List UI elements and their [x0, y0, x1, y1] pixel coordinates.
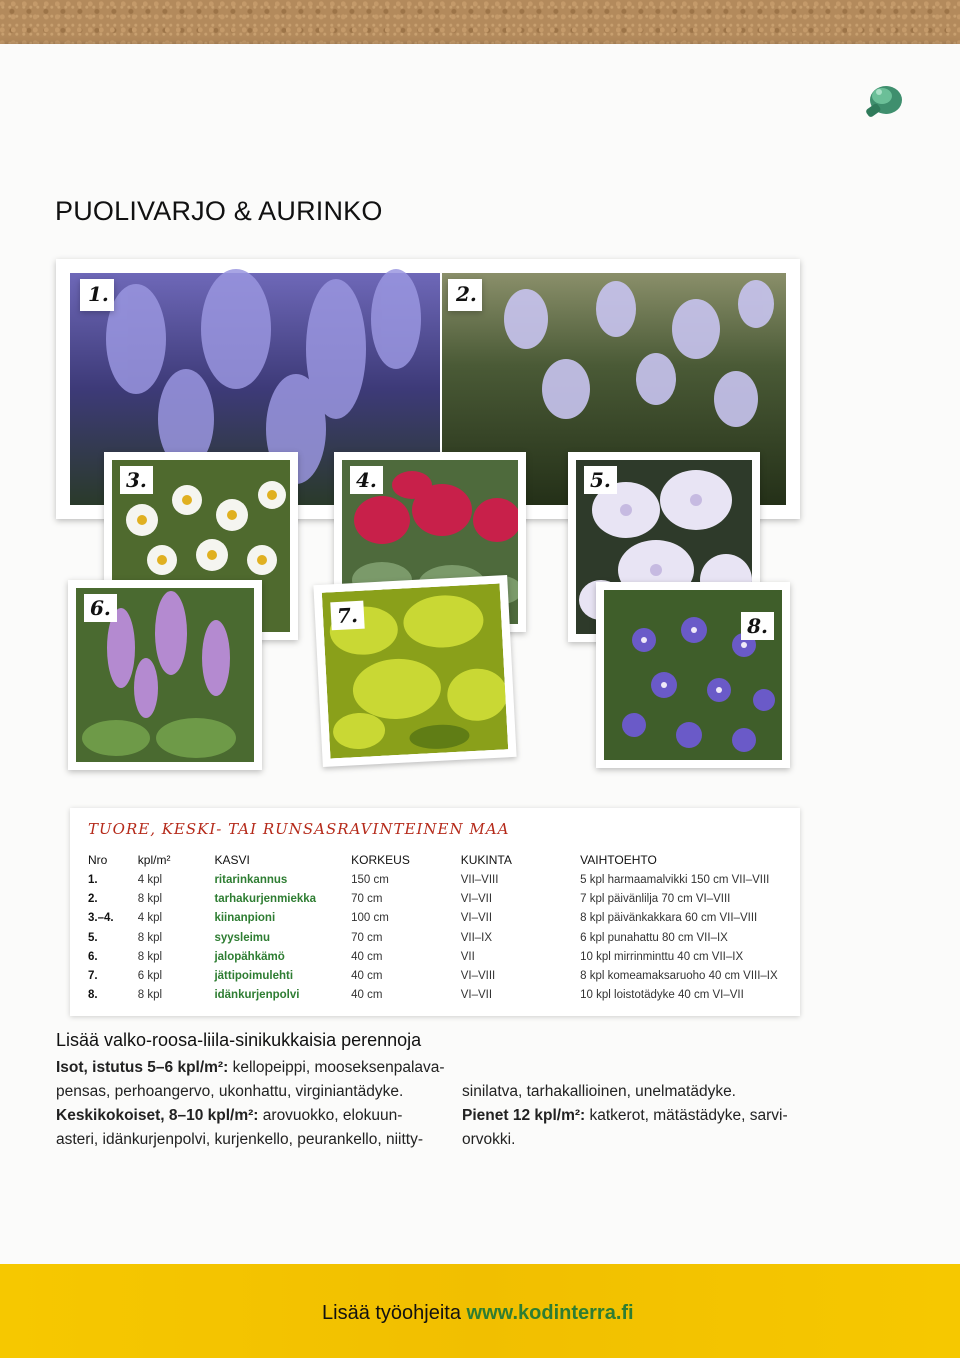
table-row [88, 947, 800, 966]
large-text-1: kellopeippi, mooseksenpalava- [232, 1059, 445, 1076]
cell-kasvi: jalopähkämö [214, 950, 285, 963]
photo-number-6: 6. [84, 594, 117, 622]
photo-number-7: 7. [330, 601, 364, 631]
table-row [88, 870, 800, 889]
cell-nro: 5. [88, 931, 98, 944]
cell-vaihtoehto: 10 kpl mirrinminttu 40 cm VII–IX [580, 950, 744, 963]
website-link[interactable]: www.kodinterra.fi [466, 1302, 634, 1324]
cell-kukinta: VII–VIII [460, 873, 499, 886]
small-text-1: katkerot, mätästädyke, sarvi- [589, 1107, 788, 1124]
photo-number-8: 8. [741, 612, 774, 640]
cell-vaihtoehto: 8 kpl komeamaksaruoho 40 cm VIII–IX [580, 970, 778, 983]
cell-kukinta: VII [460, 950, 475, 963]
cell-kasvi: tarhakurjenmiekka [214, 892, 317, 905]
photo-number-4: 4. [350, 466, 383, 494]
cell-kpl: 4 kpl [137, 873, 163, 886]
footer-band [0, 1264, 960, 1358]
cell-kpl: 8 kpl [137, 950, 163, 963]
footer-label: Lisää työohjeita [322, 1302, 461, 1324]
plant-table-card [70, 808, 800, 1016]
medium-text-3: sinilatva, tarhakallioinen, unelmatädyke. [462, 1083, 736, 1100]
cell-nro: 2. [88, 892, 98, 905]
cell-korkeus: 40 cm [351, 950, 383, 963]
cell-korkeus: 70 cm [351, 892, 383, 905]
header-kukinta: KUKINTA [460, 853, 512, 867]
photo-1-label-box [80, 279, 114, 311]
plant-table [88, 850, 800, 1005]
cell-kasvi: ritarinkannus [214, 873, 288, 886]
large-perennials-line-1 [56, 1056, 456, 1080]
header-vaihtoehto: VAIHTOEHTO [580, 853, 657, 867]
cell-vaihtoehto: 5 kpl harmaamalvikki 150 cm VII–VIII [580, 873, 770, 886]
small-perennials-line-1 [462, 1104, 812, 1128]
medium-label: Keskikokoiset, 8–10 kpl/m²: [56, 1107, 259, 1124]
cell-kukinta: VI–VII [460, 892, 493, 905]
cell-kpl: 6 kpl [137, 970, 163, 983]
cell-nro: 6. [88, 950, 98, 963]
cell-kpl: 8 kpl [137, 989, 163, 1002]
cell-kasvi: syysleimu [214, 931, 271, 944]
large-label: Isot, istutus 5–6 kpl/m²: [56, 1059, 229, 1076]
table-row [88, 909, 800, 928]
more-perennials-section [56, 1030, 816, 1148]
more-perennials-heading: Lisää valko-roosa-liila-sinikukkaisia perennoja [56, 1030, 422, 1050]
medium-text-1: arovuokko, elokuun- [262, 1107, 403, 1124]
cell-kasvi: kiinanpioni [214, 912, 276, 925]
photo-8-frame [596, 582, 790, 768]
table-row [88, 966, 800, 985]
info-right-column [462, 1080, 812, 1152]
header-korkeus: KORKEUS [351, 853, 410, 867]
medium-perennials-line-1 [56, 1104, 456, 1128]
cell-korkeus: 40 cm [351, 970, 383, 983]
header-nro: Nro [88, 853, 108, 867]
photo-number-2: 2. [456, 282, 477, 306]
info-left-column [56, 1056, 456, 1152]
cell-kpl: 8 kpl [137, 892, 163, 905]
cell-vaihtoehto: 10 kpl loistotädyke 40 cm VI–VII [580, 989, 744, 1002]
cell-kpl: 8 kpl [137, 931, 163, 944]
table-header-row [88, 850, 800, 870]
cell-vaihtoehto: 7 kpl päivänlilja 70 cm VI–VIII [580, 892, 731, 905]
table-heading: TUORE, KESKI- TAI RUNSASRAVINTEINEN MAA [88, 820, 510, 838]
table-row [88, 928, 800, 947]
cell-kukinta: VI–VIII [460, 970, 496, 983]
cell-nro: 8. [88, 989, 98, 1002]
cell-kpl: 4 kpl [137, 912, 163, 925]
header-kasvi: KASVI [214, 853, 250, 867]
cell-korkeus: 150 cm [351, 873, 389, 886]
header-kpl: kpl/m² [137, 853, 171, 867]
photo-number-5: 5. [584, 466, 617, 494]
small-text-2: orvokki. [462, 1131, 516, 1148]
table-row [88, 889, 800, 908]
cell-nro: 7. [88, 970, 98, 983]
photo-2-label-box [448, 279, 482, 311]
cell-nro: 1. [88, 873, 98, 886]
cell-nro: 3.–4. [88, 912, 114, 925]
cell-korkeus: 100 cm [351, 912, 389, 925]
medium-text-2: asteri, idänkurjenpolvi, kurjenkello, peurankello, niitty- [56, 1131, 424, 1148]
push-pin-icon [858, 78, 906, 126]
cell-kukinta: VI–VII [460, 989, 493, 1002]
cell-kasvi: idänkurjenpolvi [214, 989, 300, 1002]
cell-kukinta: VI–VII [460, 912, 493, 925]
page-title: PUOLIVARJO & AURINKO [55, 196, 383, 226]
large-text-2: pensas, perhoangervo, ukonhattu, virginiantädyke. [56, 1083, 404, 1100]
cell-kukinta: VII–IX [460, 931, 493, 944]
small-label: Pienet 12 kpl/m²: [462, 1107, 586, 1124]
photo-6-frame [68, 580, 262, 770]
table-row [88, 986, 800, 1005]
cell-vaihtoehto: 6 kpl punahattu 80 cm VII–IX [580, 931, 728, 944]
photo-number-1: 1. [88, 282, 109, 306]
cell-kasvi: jättipoimulehti [214, 970, 294, 983]
photo-number-3: 3. [120, 466, 153, 494]
cell-vaihtoehto: 8 kpl päivänkakkara 60 cm VII–VIII [580, 912, 758, 925]
cell-korkeus: 70 cm [351, 931, 383, 944]
footer-text [322, 1302, 634, 1325]
cell-korkeus: 40 cm [351, 989, 383, 1002]
photo-7-frame [313, 575, 516, 767]
